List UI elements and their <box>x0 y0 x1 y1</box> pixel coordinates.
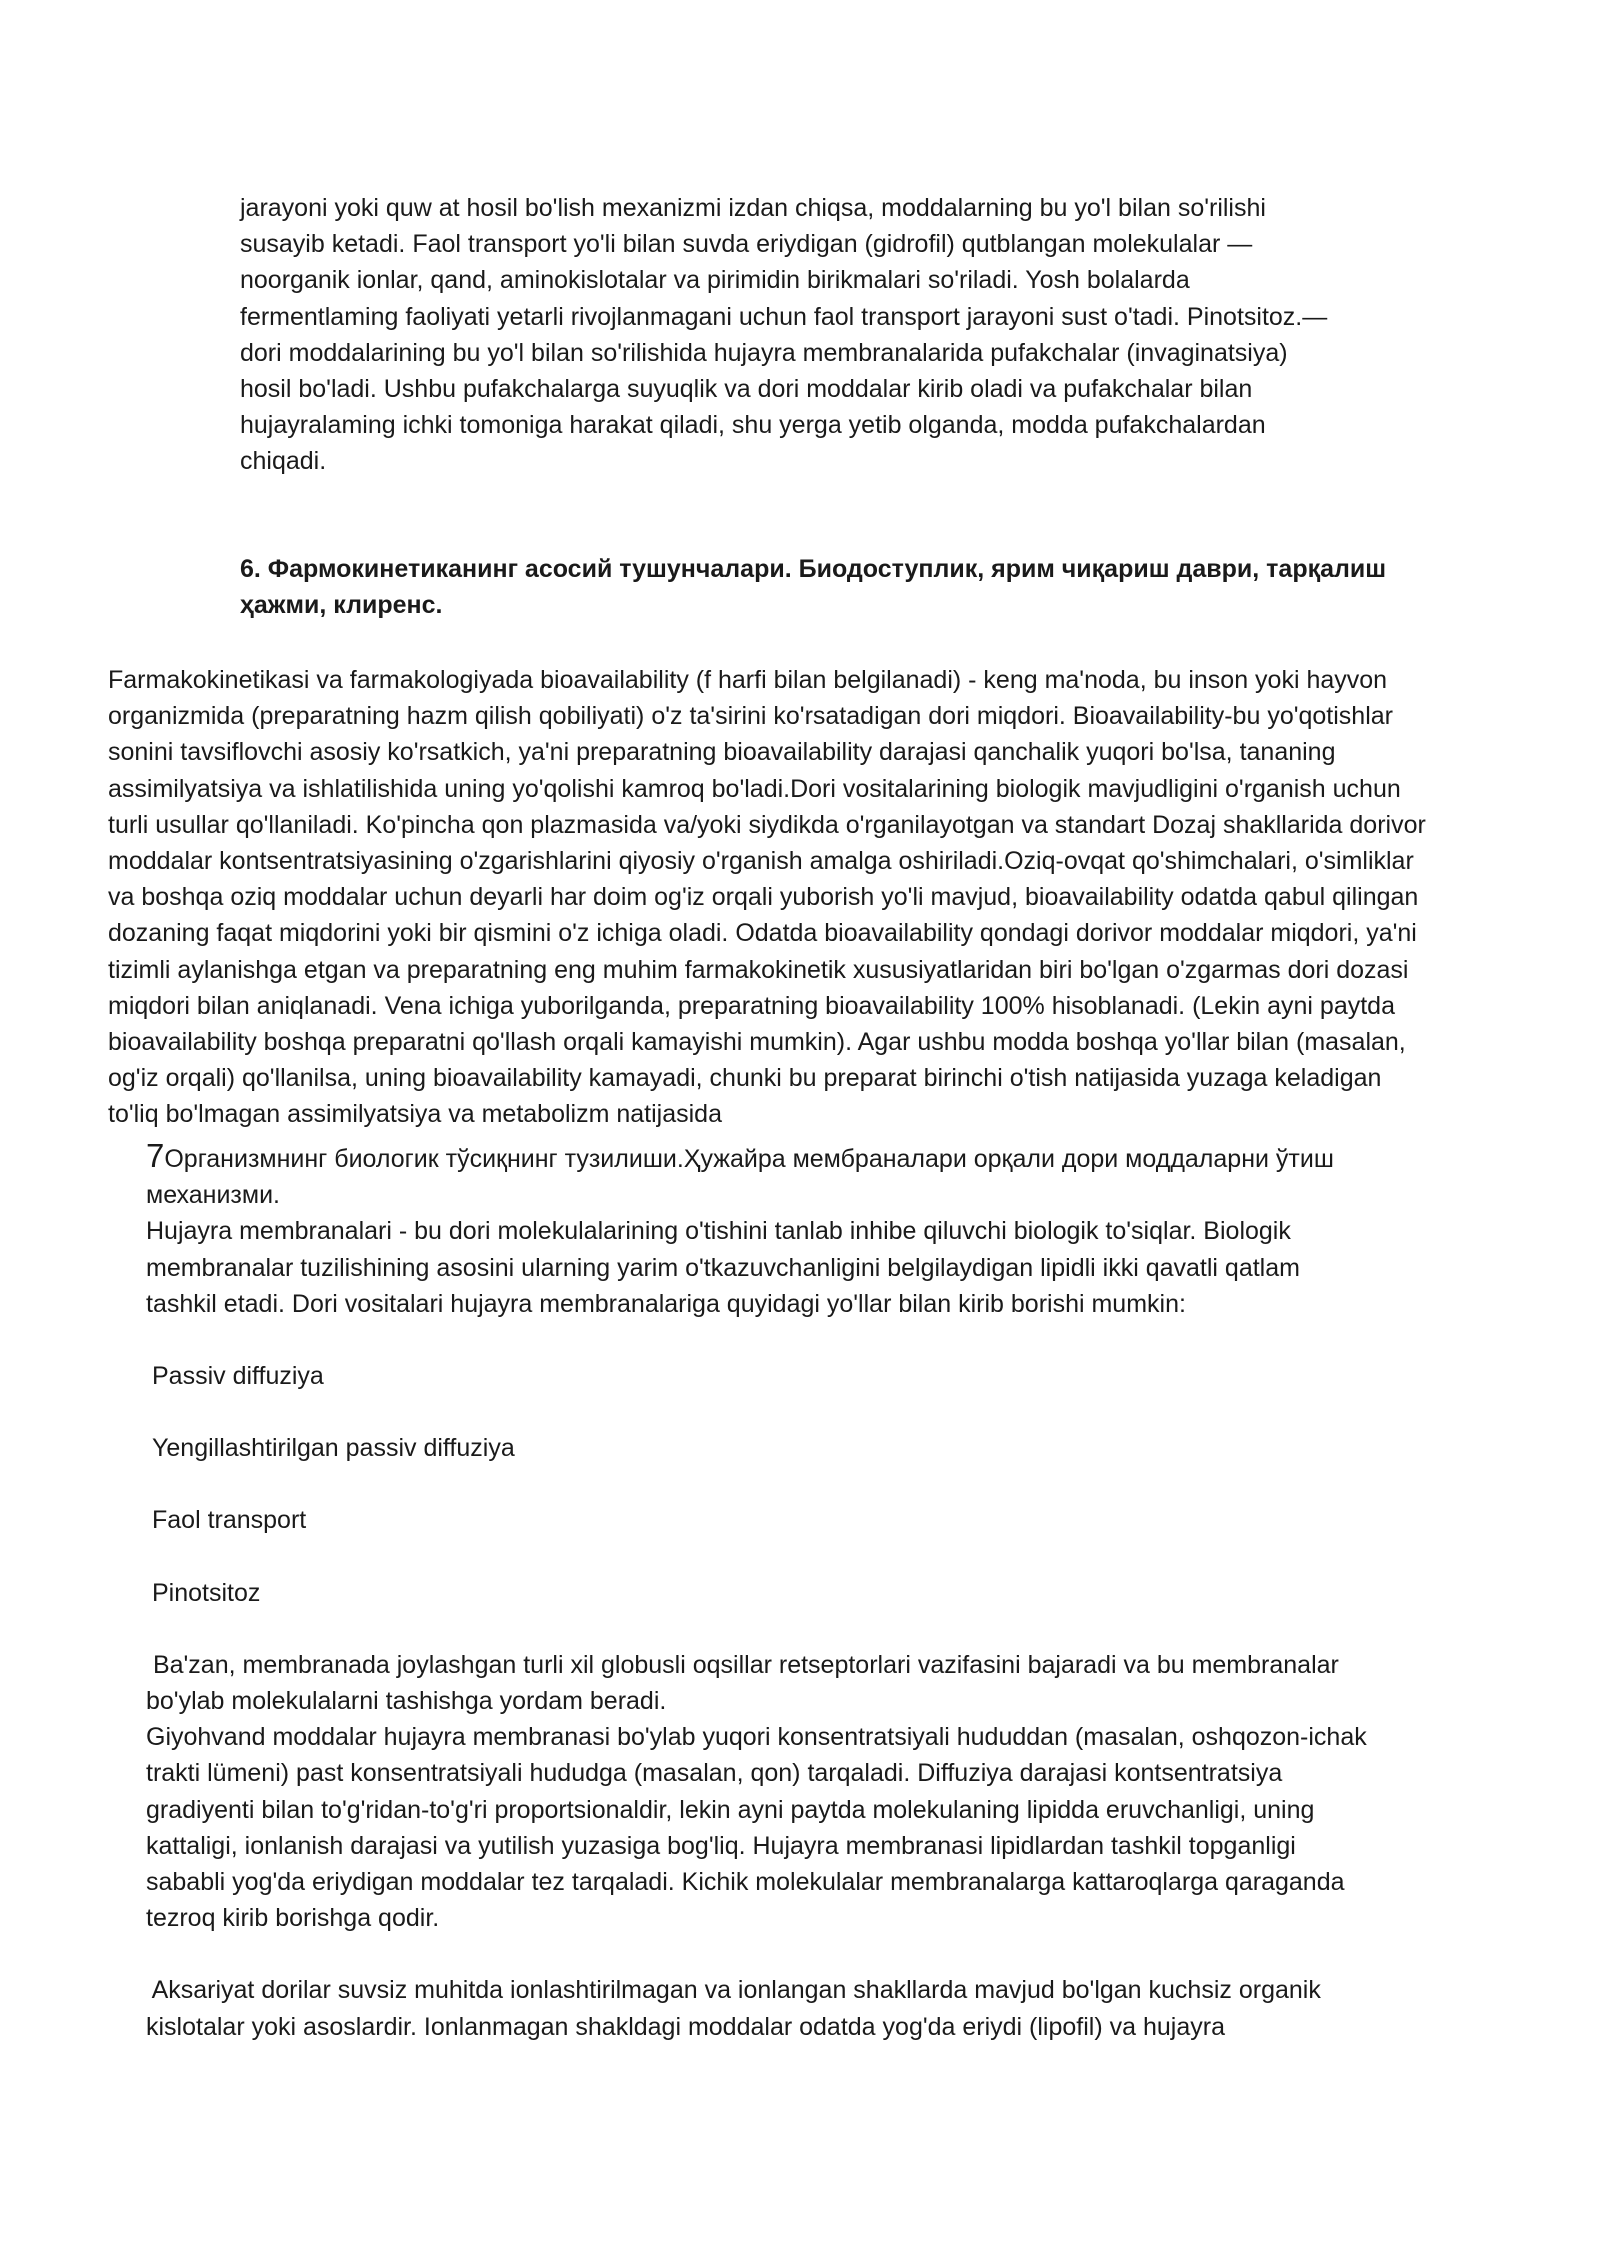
heading-line: 6. Фармокинетиканинг асосий тушунчалари. Биодоступлик, ярим чиқариш даври, тарқалиш <box>240 555 1387 583</box>
intro-line: noorganik ionlar, qand, aminokislotalar va pirimidin birikmalari so'riladi. Yosh bolalarda <box>240 266 1190 295</box>
paragraph-line: gradiyenti bilan to'g'ridan-to'g'ri proportsionaldir, lekin ayni paytda molekulaning lipidda eruvchanligi, uning <box>146 1795 1315 1824</box>
paragraph-line: bo'ylab molekulalarni tashishga yordam beradi. <box>146 1687 667 1716</box>
paragraph-line: assimilyatsiya va ishlatilishida uning yo'qolishi kamroq bo'ladi.Dori vositalarining biologik mavjudligini o'rganish uchun <box>108 774 1401 803</box>
paragraph-line: Aksariyat dorilar suvsiz muhitda ionlashtirilmagan va ionlangan shakllarda mavjud bo'lgan kuchsiz organik <box>146 1976 1321 2005</box>
intro-line: chiqadi. <box>240 447 327 476</box>
paragraph-line: organizmida (preparatning hazm qilish qobiliyati) o'z ta'sirini ko'rsatadigan dori miqdori. Bioavailability-bu yo'qotishlar <box>108 702 1393 731</box>
list-item: Passiv diffuziya <box>152 1362 324 1391</box>
intro-paragraph <box>240 190 1420 480</box>
paragraph-line: tizimli aylanishga etgan va preparatning eng muhim farmakokinetik xususiyatlaridan biri bo'lgan o'zgarmas dori dozasi <box>108 955 1409 984</box>
bioavailability-paragraph <box>108 662 1540 1133</box>
paragraph-line: Ba'zan, membranada joylashgan turli xil globusli oqsillar retseptorlari vazifasini bajaradi va bu membranalar <box>146 1650 1339 1679</box>
transport-methods-list <box>146 1358 1506 1611</box>
paragraph-line: tashkil etadi. Dori vositalari hujayra membranalariga quyidagi yo'llar bilan kirib borishi mumkin: <box>146 1289 1186 1318</box>
list-item: Pinotsitoz <box>152 1578 261 1607</box>
paragraph-line: kislotalar yoki asoslardir. Ionlanmagan shakldagi moddalar odatda yog'da eriydi (lipofil) va hujayra <box>146 2012 1225 2041</box>
list-item: Yengillashtirilgan passiv diffuziya <box>152 1434 515 1463</box>
paragraph-line: sonini tavsiflovchi asosiy ko'rsatkich, ya'ni preparatning bioavailability darajasi qanchalik yuqori bo'lsa, tananing <box>108 738 1336 767</box>
intro-line: fermentlaming faoliyati yetarli rivojlanmagani uchun faol transport jarayoni sust o'tadi. Pinotsitoz.— <box>240 302 1328 331</box>
section-7 <box>146 1138 1506 2045</box>
intro-line: susayib ketadi. Faol transport yo'li bilan suvda eriydigan (gidrofil) qutblangan molekulalar — <box>240 230 1253 259</box>
section-6-heading <box>240 551 1470 623</box>
paragraph-line: bioavailability boshqa preparatni qo'llash orqali kamayishi mumkin). Agar ushbu modda boshqa yo'llar bilan (masalan, <box>108 1028 1406 1057</box>
paragraph-line: miqdori bilan aniqlanadi. Vena ichiga yuborilganda, preparatning bioavailability 100% hisoblanadi. (Lekin ayni paytda <box>108 991 1395 1020</box>
paragraph-line: Farmakokinetikasi va farmakologiyada bioavailability (f harfi bilan belgilanadi) - keng ma'noda, bu inson yoki hayvon <box>108 666 1388 694</box>
paragraph-line: trakti lümeni) past konsentratsiyali hududga (masalan, qon) tarqaladi. Diffuziya darajasi kontsentratsiya <box>146 1759 1283 1788</box>
paragraph-line: kattaligi, ionlanish darajasi va yutilish yuzasiga bog'liq. Hujayra membranasi lipidlardan tashkil topganligi <box>146 1831 1296 1860</box>
section-number: 7 <box>146 1137 165 1174</box>
paragraph-line: sababli yog'da eriydigan moddalar tez tarqaladi. Kichik molekulalar membranalarga kattaroqlarga qaraganda <box>146 1868 1345 1897</box>
intro-line: jarayoni yoki quw at hosil bo'lish mexanizmi izdan chiqsa, moddalarning bu yo'l bilan so'rilishi <box>240 194 1266 222</box>
paragraph-line: va boshqa oziq moddalar uchun deyarli har doim og'iz orqali yuborish yo'li mavjud, bioavailability odatda qabul qilingan <box>108 883 1419 912</box>
paragraph-line: Hujayra membranalari - bu dori molekulalarining o'tishini tanlab inhibe qiluvchi biologik to'siqlar. Biologik <box>146 1217 1291 1246</box>
paragraph-line: og'iz orqali) qo'llanilsa, uning bioavailability kamayadi, chunki bu preparat birinchi o'tish natijasida yuzaga keladigan <box>108 1064 1382 1093</box>
paragraph-line: turli usullar qo'llaniladi. Ko'pincha qon plazmasida va/yoki siydikda o'rganilayotgan va standart Dozaj shakllarida dorivor <box>108 810 1426 839</box>
intro-line: hosil bo'ladi. Ushbu pufakchalarga suyuqlik va dori moddalar kirib oladi va pufakchalar bilan <box>240 375 1253 404</box>
section-title-continued: механизми. <box>146 1181 280 1210</box>
intro-line: hujayralaming ichki tomoniga harakat qiladi, shu yerga yetib olganda, modda pufakchalardan <box>240 411 1266 440</box>
heading-line: ҳажми, клиренс. <box>240 591 443 620</box>
paragraph-line: moddalar kontsentratsiyasining o'zgarishlarini qiyosiy o'rganish amalga oshiriladi.Oziq-ovqat qo'shimchalari, o'simliklar <box>108 847 1414 876</box>
list-item: Faol transport <box>152 1506 307 1535</box>
section-7-title <box>146 1138 1506 1177</box>
section-title-text: Организмнинг биологик тўсиқнинг тузилиши.Ҳужайра мембраналари орқали дори моддаларни ўтиш <box>164 1145 1334 1173</box>
paragraph-line: Giyohvand moddalar hujayra membranasi bo'ylab yuqori konsentratsiyali hududdan (masalan, oshqozon-ichak <box>146 1723 1367 1752</box>
intro-line: dori moddalarining bu yo'l bilan so'rilishida hujayra membranalarida pufakchalar (invaginatsiya) <box>240 338 1288 367</box>
paragraph-line: dozaning faqat miqdorini yoki bir qismini o'z ichiga oladi. Odatda bioavailability qondagi dorivor moddalar miqdori, ya'ni <box>108 919 1417 948</box>
paragraph-line: membranalar tuzilishining asosini ularning yarim o'tkazuvchanligini belgilaydigan lipidli ikki qavatli qatlam <box>146 1253 1300 1282</box>
paragraph-line: tezroq kirib borishga qodir. <box>146 1904 440 1933</box>
paragraph-line: to'liq bo'lmagan assimilyatsiya va metabolizm natijasida <box>108 1100 722 1129</box>
